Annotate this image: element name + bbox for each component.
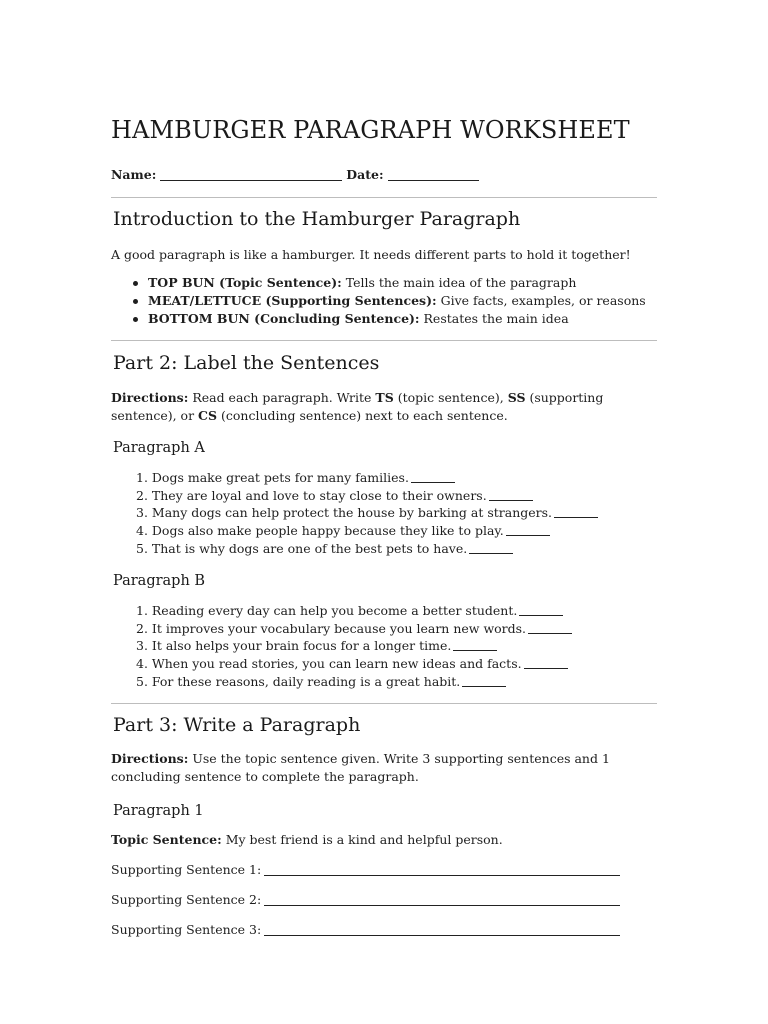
sentence-text: 1. Dogs make great pets for many families. bbox=[136, 470, 409, 485]
name-blank bbox=[160, 168, 342, 181]
list-item bbox=[148, 310, 646, 328]
list-item bbox=[136, 655, 572, 673]
list-item bbox=[148, 292, 646, 310]
answer-blank[interactable] bbox=[469, 542, 513, 554]
list-item bbox=[136, 504, 598, 522]
supporting-label: Supporting Sentence 3: bbox=[111, 922, 262, 937]
directions-text: Read each paragraph. Write bbox=[188, 390, 376, 405]
answer-blank[interactable] bbox=[462, 675, 506, 687]
answer-blank[interactable] bbox=[524, 657, 568, 669]
ss-code: SS bbox=[507, 390, 526, 405]
paragraph-a-list bbox=[136, 469, 598, 558]
part2-directions bbox=[111, 389, 657, 424]
list-item bbox=[136, 540, 598, 558]
directions-label: Directions: bbox=[111, 751, 189, 766]
paragraph-1-heading: Paragraph 1 bbox=[113, 803, 204, 819]
paragraph-b-list bbox=[136, 602, 572, 691]
sentence-text: 3. Many dogs can help protect the house by barking at strangers. bbox=[136, 505, 553, 521]
sentence-text: 3. It also helps your brain focus for a longer time. bbox=[136, 638, 452, 654]
list-item bbox=[136, 673, 572, 691]
supporting-sentence-row bbox=[111, 862, 620, 877]
supporting-blank[interactable] bbox=[264, 863, 620, 876]
list-item bbox=[136, 469, 598, 487]
list-item bbox=[136, 620, 572, 638]
date-label: Date: bbox=[346, 167, 384, 182]
directions-text: (concluding sentence) next to each sentence. bbox=[217, 407, 508, 423]
bullet-term: MEAT/LETTUCE (Supporting Sentences): bbox=[148, 293, 437, 308]
directions-text: (topic sentence), bbox=[393, 390, 508, 405]
answer-blank[interactable] bbox=[528, 622, 572, 634]
sentence-text: 4. Dogs also make people happy because they like to play. bbox=[136, 523, 504, 539]
supporting-label: Supporting Sentence 1: bbox=[111, 862, 262, 877]
part3-heading: Part 3: Write a Paragraph bbox=[113, 714, 361, 736]
worksheet-title: HAMBURGER PARAGRAPH WORKSHEET bbox=[111, 116, 630, 144]
paragraph-a-heading: Paragraph A bbox=[113, 440, 205, 456]
bullet-term: BOTTOM BUN (Concluding Sentence): bbox=[148, 311, 420, 326]
divider bbox=[111, 703, 657, 704]
answer-blank[interactable] bbox=[411, 471, 455, 483]
sentence-text: 5. That is why dogs are one of the best pets to have. bbox=[136, 540, 468, 556]
list-item bbox=[136, 487, 598, 505]
list-item bbox=[136, 602, 572, 620]
intro-text: A good paragraph is like a hamburger. It needs different parts to hold it together! bbox=[111, 247, 631, 262]
list-item bbox=[148, 274, 646, 292]
name-label: Name: bbox=[111, 167, 157, 182]
intro-heading: Introduction to the Hamburger Paragraph bbox=[113, 208, 521, 230]
directions-text: Use the topic sentence given. Write 3 supporting sentences and 1 concluding sentence to complete the paragraph. bbox=[111, 751, 610, 784]
paragraph-b-heading: Paragraph B bbox=[113, 573, 206, 589]
topic-text: My best friend is a kind and helpful person. bbox=[221, 832, 503, 847]
answer-blank[interactable] bbox=[489, 489, 533, 501]
bullet-desc: Tells the main idea of the paragraph bbox=[341, 275, 577, 290]
bullet-desc: Give facts, examples, or reasons bbox=[436, 293, 646, 308]
list-item bbox=[136, 637, 572, 655]
part2-heading: Part 2: Label the Sentences bbox=[113, 352, 380, 374]
sentence-text: 1. Reading every day can help you become a better student. bbox=[136, 603, 518, 618]
topic-sentence bbox=[111, 831, 657, 849]
topic-label: Topic Sentence: bbox=[111, 832, 222, 847]
directions-text: (supporting sentence), or bbox=[111, 390, 604, 423]
supporting-label: Supporting Sentence 2: bbox=[111, 892, 262, 907]
supporting-blank[interactable] bbox=[264, 923, 620, 936]
answer-blank[interactable] bbox=[453, 639, 497, 651]
name-date-row bbox=[111, 167, 479, 182]
bullet-desc: Restates the main idea bbox=[419, 311, 569, 326]
part3-directions bbox=[111, 750, 641, 785]
bullet-term: TOP BUN (Topic Sentence): bbox=[148, 275, 342, 290]
supporting-blank[interactable] bbox=[264, 893, 620, 906]
directions-label: Directions: bbox=[111, 390, 189, 405]
sentence-text: 2. They are loyal and love to stay close to their owners. bbox=[136, 487, 487, 503]
date-blank bbox=[388, 168, 479, 181]
ts-code: TS bbox=[375, 390, 394, 405]
sentence-text: 4. When you read stories, you can learn new ideas and facts. bbox=[136, 656, 522, 672]
hamburger-parts-list bbox=[111, 274, 646, 328]
answer-blank[interactable] bbox=[554, 506, 598, 518]
list-item bbox=[136, 522, 598, 540]
divider bbox=[111, 197, 657, 198]
supporting-sentence-row bbox=[111, 922, 620, 937]
sentence-text: 2. It improves your vocabulary because you learn new words. bbox=[136, 620, 527, 636]
cs-code: CS bbox=[198, 407, 218, 423]
answer-blank[interactable] bbox=[506, 524, 550, 536]
supporting-sentence-row bbox=[111, 892, 620, 907]
answer-blank[interactable] bbox=[519, 604, 563, 616]
divider bbox=[111, 340, 657, 341]
sentence-text: 5. For these reasons, daily reading is a great habit. bbox=[136, 673, 461, 689]
